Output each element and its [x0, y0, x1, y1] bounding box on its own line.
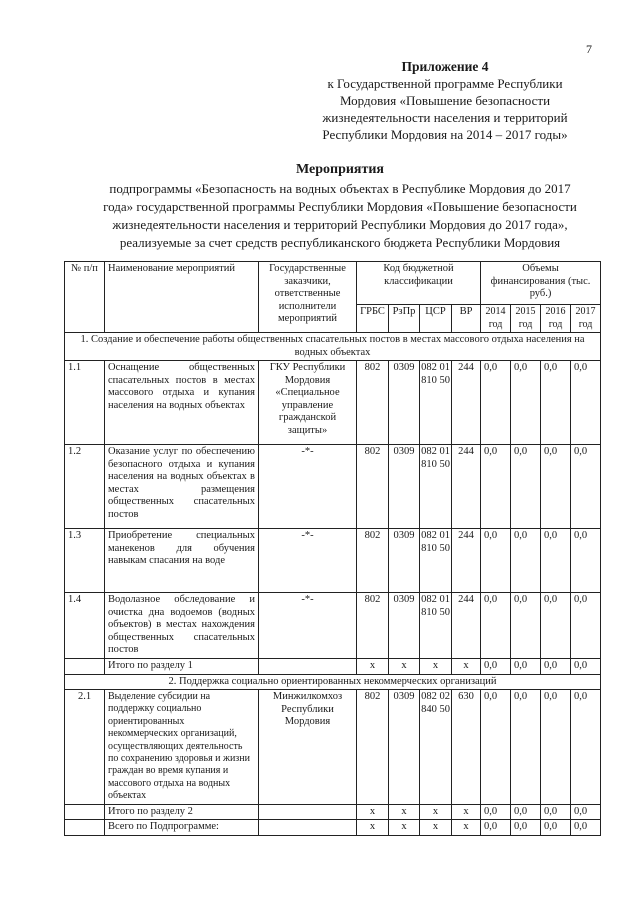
row-2017: 0,0 [571, 529, 601, 593]
subtitle-line: года» государственной программы Республики Мордовия «Повышение безопасности [103, 199, 577, 214]
table-row [65, 690, 601, 805]
document-subtitle [80, 180, 600, 252]
row-2016: 0,0 [541, 445, 571, 529]
subtitle-line: подпрограммы «Безопасность на водных объектах в Республике Мордовия до 2017 [109, 181, 571, 196]
row-grbs: 802 [357, 690, 389, 805]
row-csr: 082 01 810 50 [420, 593, 452, 659]
row-vr: 244 [452, 445, 481, 529]
row-rzpr: 0309 [389, 690, 420, 805]
row-name: Выделение субсидии на поддержку социально ориентированных некоммерческих организаций, осуществляющих деятельность по сохранению здоровья и жизни граждан во время купания и массового отдыха на водных объектах [105, 690, 259, 805]
row-2014: 0,0 [481, 529, 511, 593]
section-1-title: 1. Создание и обеспечение работы общественных спасательных постов в местах массового отдыха населения на водных объектах [65, 333, 601, 361]
header-num: № п/п [65, 262, 105, 333]
table-row [65, 529, 601, 593]
appendix-line: к Государственной программе Республики [327, 76, 563, 91]
row-customer: Минжилкомхоз Республики Мордовия [259, 690, 357, 805]
row-csr: 082 02 840 50 [420, 690, 452, 805]
row-name: Оснащение общественных спасательных постов в местах массового отдыха и купания населения на водных объектах [105, 361, 259, 445]
total-2014: 0,0 [481, 659, 511, 675]
row-rzpr: 0309 [389, 445, 420, 529]
grand-total-x: х [452, 820, 481, 836]
appendix-block [300, 58, 590, 143]
header-row [65, 262, 601, 305]
subtitle-line: реализуемые за счет средств республиканского бюджета Республики Мордовия [119, 235, 561, 250]
header-year-2017: 2017 год [571, 305, 601, 333]
row-2017: 0,0 [571, 593, 601, 659]
table-row [65, 361, 601, 445]
header-funding: Объемы финансирования (тыс. руб.) [481, 262, 601, 305]
grand-total-2017: 0,0 [571, 820, 601, 836]
total-x: х [389, 804, 420, 820]
grand-total-2016: 0,0 [541, 820, 571, 836]
row-num: 1.1 [65, 361, 105, 445]
row-name: Оказание услуг по обеспечению безопасного отдыха и купания населения на водных объектах в местах размещения общественных спасательных постов [105, 445, 259, 529]
row-2015: 0,0 [511, 361, 541, 445]
header-vr: ВР [452, 305, 481, 333]
total-2016: 0,0 [541, 804, 571, 820]
row-name: Приобретение специальных манекенов для обучения навыкам спасания на воде [105, 529, 259, 593]
total-label: Итого по разделу 1 [105, 659, 259, 675]
total-x: х [357, 659, 389, 675]
row-2015: 0,0 [511, 690, 541, 805]
total-row [65, 804, 601, 820]
total-2014: 0,0 [481, 804, 511, 820]
row-2014: 0,0 [481, 593, 511, 659]
total-x: х [389, 659, 420, 675]
header-year-2015: 2015 год [511, 305, 541, 333]
page-number: 7 [586, 42, 592, 56]
section-2-title: 2. Поддержка социально ориентированных некоммерческих организаций [65, 674, 601, 690]
row-vr: 630 [452, 690, 481, 805]
table-row [65, 445, 601, 529]
total-row [65, 659, 601, 675]
row-2016: 0,0 [541, 593, 571, 659]
total-2017: 0,0 [571, 804, 601, 820]
grand-total-2014: 0,0 [481, 820, 511, 836]
row-2016: 0,0 [541, 529, 571, 593]
appendix-line: Республики Мордовия на 2014 – 2017 годы» [322, 127, 568, 142]
row-2015: 0,0 [511, 529, 541, 593]
activities-table [64, 261, 601, 836]
grand-total-x: х [420, 820, 452, 836]
total-x: х [452, 659, 481, 675]
header-year-2016: 2016 год [541, 305, 571, 333]
row-csr: 082 01 810 50 [420, 361, 452, 445]
row-rzpr: 0309 [389, 529, 420, 593]
header-name: Наименование мероприятий [105, 262, 259, 333]
total-x: х [420, 659, 452, 675]
row-grbs: 802 [357, 361, 389, 445]
header-code: Код бюджетной классификации [357, 262, 481, 305]
appendix-title: Приложение 4 [401, 59, 489, 74]
row-2015: 0,0 [511, 445, 541, 529]
row-2016: 0,0 [541, 361, 571, 445]
row-num: 1.4 [65, 593, 105, 659]
row-customer: -*- [259, 593, 357, 659]
row-vr: 244 [452, 593, 481, 659]
row-num: 1.2 [65, 445, 105, 529]
total-2016: 0,0 [541, 659, 571, 675]
total-x: х [357, 804, 389, 820]
row-2016: 0,0 [541, 690, 571, 805]
row-num: 1.3 [65, 529, 105, 593]
row-customer: ГКУ Республики Мордовия «Специальное управление гражданской защиты» [259, 361, 357, 445]
row-2015: 0,0 [511, 593, 541, 659]
header-csr: ЦСР [420, 305, 452, 333]
total-2015: 0,0 [511, 659, 541, 675]
row-2014: 0,0 [481, 690, 511, 805]
header-year-2014: 2014 год [481, 305, 511, 333]
appendix-line: жизнедеятельности населения и территорий [322, 110, 568, 125]
row-vr: 244 [452, 361, 481, 445]
header-grbs: ГРБС [357, 305, 389, 333]
grand-total-row [65, 820, 601, 836]
section-row [65, 333, 601, 361]
row-csr: 082 01 810 50 [420, 529, 452, 593]
total-2015: 0,0 [511, 804, 541, 820]
header-rzpr: РзПр [389, 305, 420, 333]
row-customer: -*- [259, 529, 357, 593]
grand-total-2015: 0,0 [511, 820, 541, 836]
total-x: х [452, 804, 481, 820]
grand-total-x: х [357, 820, 389, 836]
grand-total-label: Всего по Подпрограмме: [105, 820, 259, 836]
total-label: Итого по разделу 2 [105, 804, 259, 820]
subtitle-line: жизнедеятельности населения и территорий Республики Мордовия до 2017 года», [112, 217, 568, 232]
row-rzpr: 0309 [389, 361, 420, 445]
row-csr: 082 01 810 50 [420, 445, 452, 529]
document-heading: Мероприятия [295, 162, 385, 177]
total-x: х [420, 804, 452, 820]
total-2017: 0,0 [571, 659, 601, 675]
row-grbs: 802 [357, 529, 389, 593]
row-name: Водолазное обследование и очистка дна водоемов (водных объектов) в местах нахождения общественных спасательных постов [105, 593, 259, 659]
table-row [65, 593, 601, 659]
header-customers: Государственные заказчики, ответственные исполнители мероприятий [259, 262, 357, 333]
row-grbs: 802 [357, 445, 389, 529]
row-customer: -*- [259, 445, 357, 529]
row-2014: 0,0 [481, 445, 511, 529]
row-grbs: 802 [357, 593, 389, 659]
row-2014: 0,0 [481, 361, 511, 445]
row-2017: 0,0 [571, 690, 601, 805]
row-rzpr: 0309 [389, 593, 420, 659]
row-vr: 244 [452, 529, 481, 593]
appendix-line: Мордовия «Повышение безопасности [339, 93, 551, 108]
row-num: 2.1 [65, 690, 105, 805]
row-2017: 0,0 [571, 361, 601, 445]
row-2017: 0,0 [571, 445, 601, 529]
grand-total-x: х [389, 820, 420, 836]
section-row [65, 674, 601, 690]
